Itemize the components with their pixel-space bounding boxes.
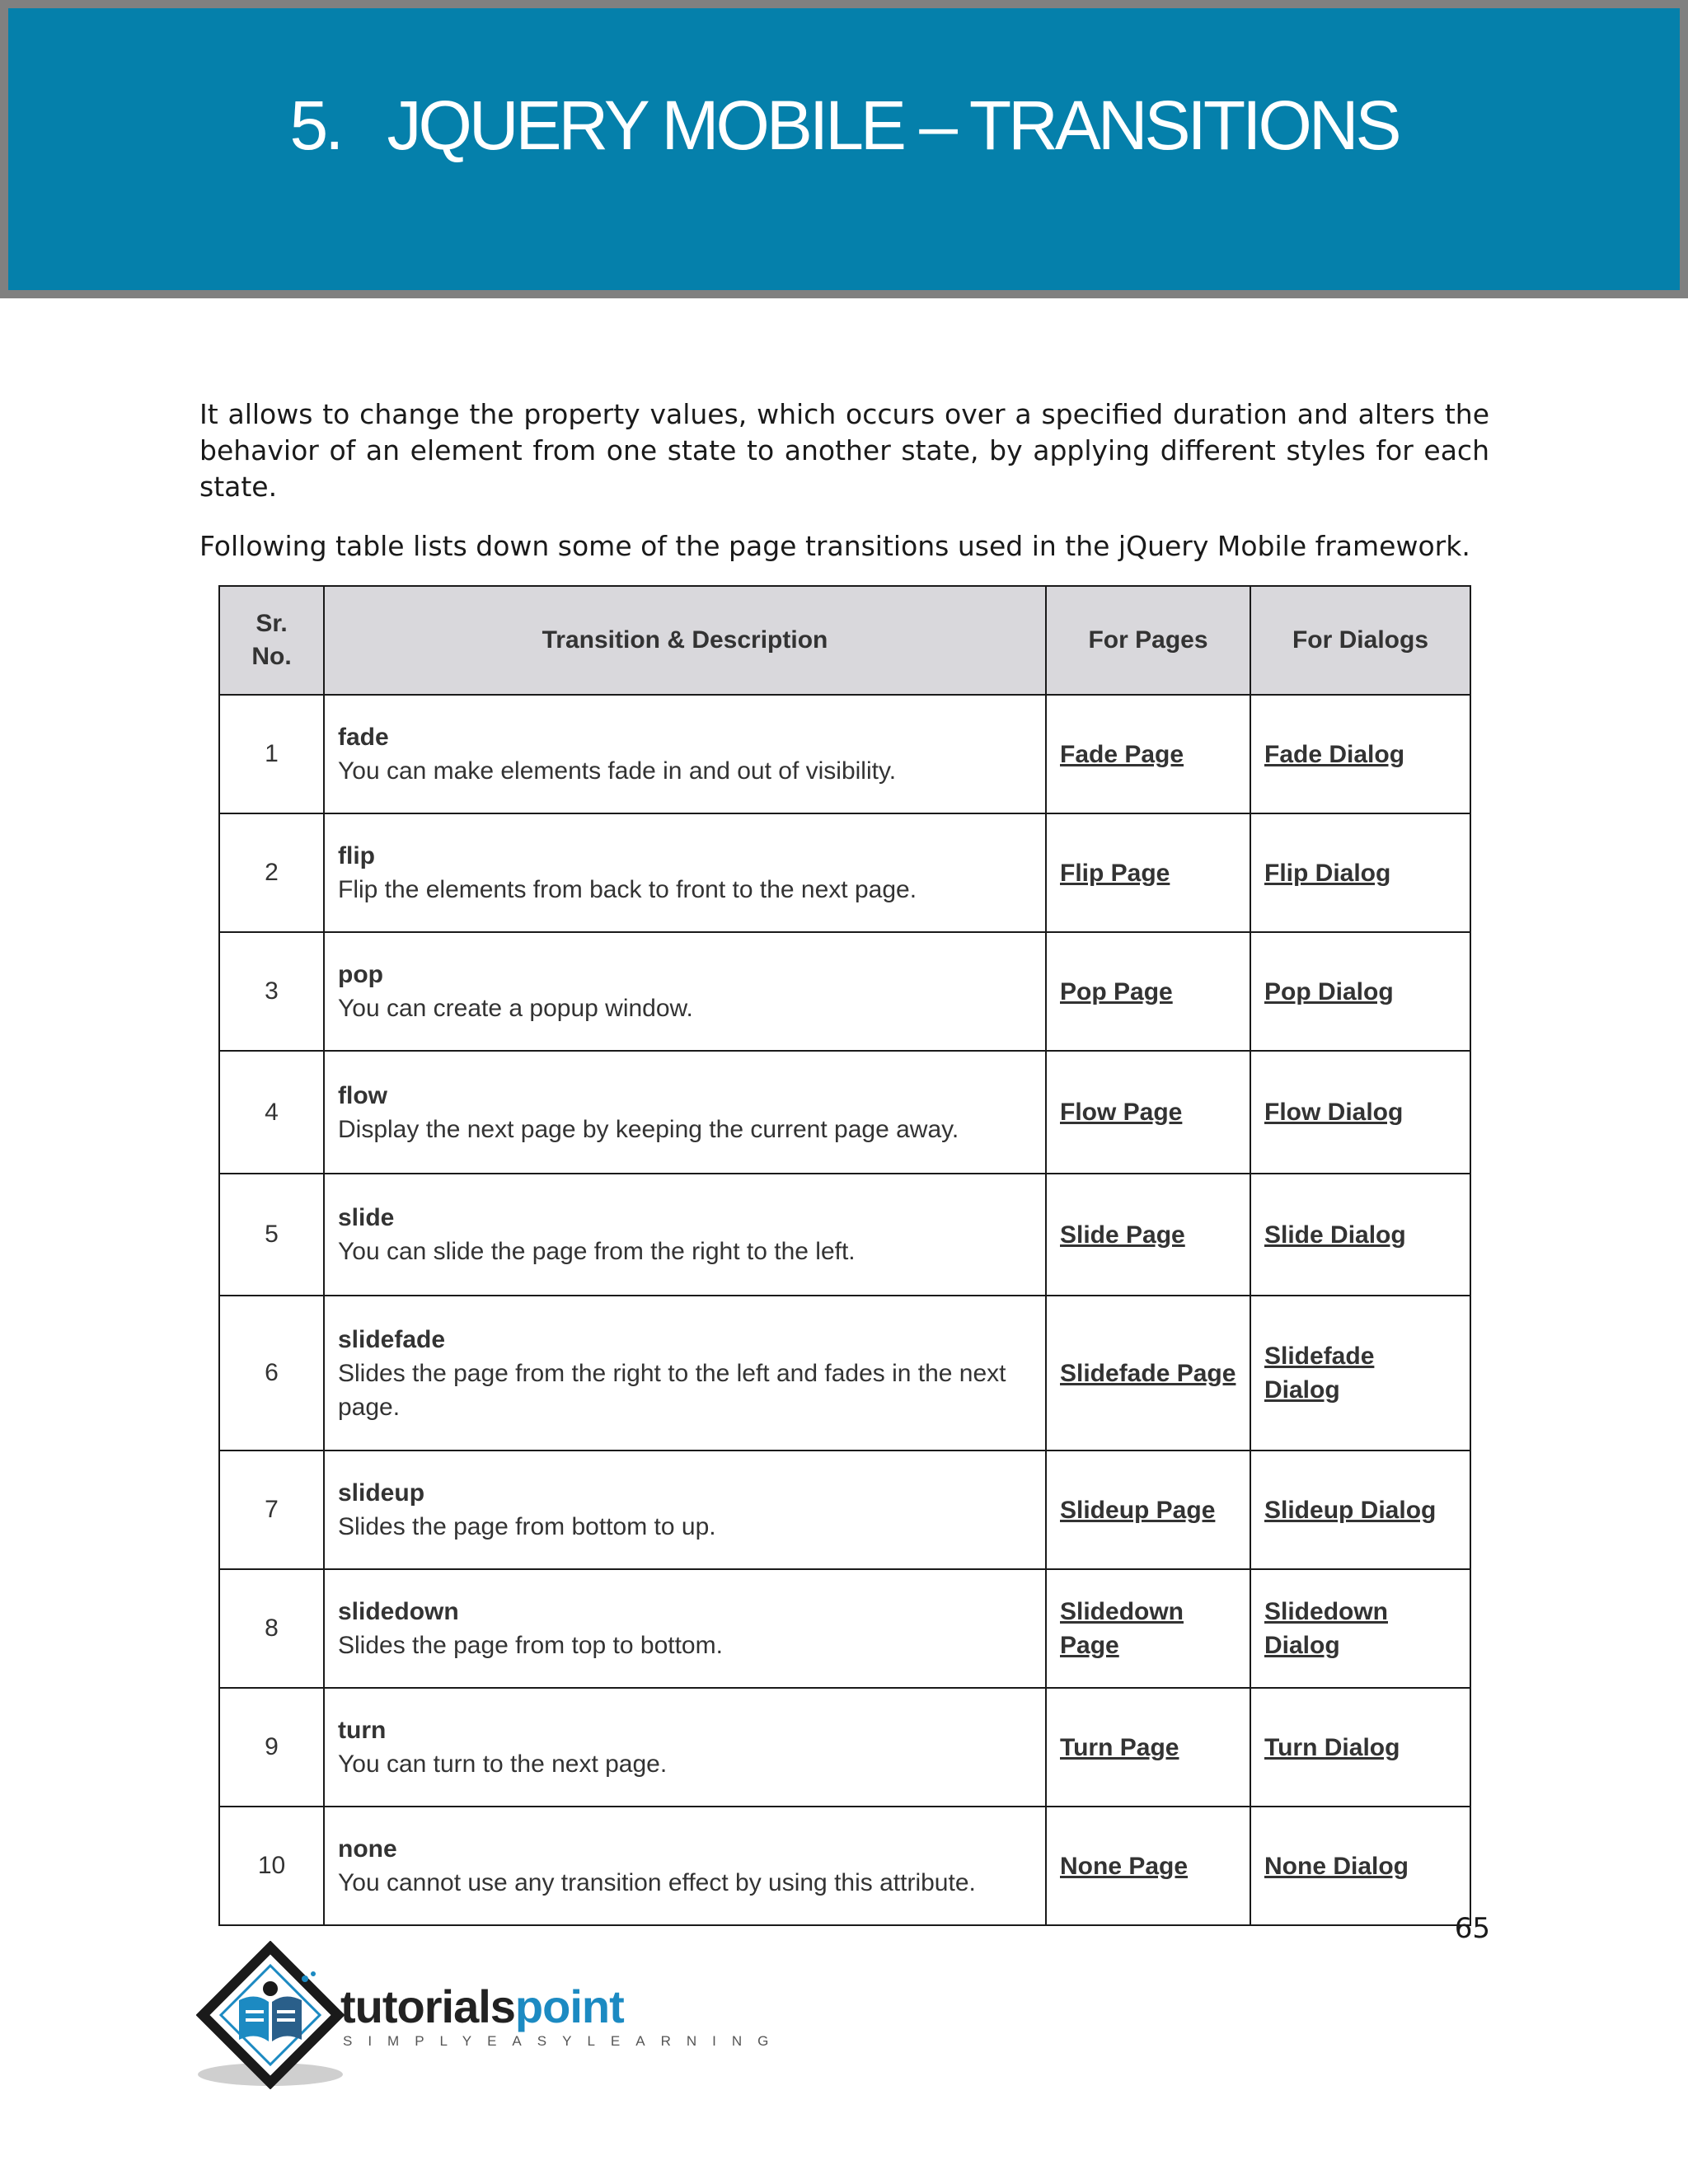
table-row [219,813,1470,932]
row-description-cell [324,1569,1046,1688]
dialog-link-cell [1250,1688,1470,1807]
chapter-number: 5. [289,87,341,164]
transition-name: fade [338,724,389,751]
transition-name: slideup [338,1479,425,1507]
transition-description: Slides the page from top to bottom. [338,1632,723,1659]
dialog-link-cell [1250,1807,1470,1925]
row-number: 10 [219,1807,324,1925]
transition-description: Flip the elements from back to front to the next page. [338,876,917,903]
row-number: 6 [219,1296,324,1451]
table-row [219,1451,1470,1569]
row-description-cell [324,813,1046,932]
row-number: 4 [219,1051,324,1174]
slidedown-dialog-link[interactable]: Slidedown Dialog [1264,1598,1388,1659]
transition-name: slidedown [338,1598,459,1625]
flip-page-link[interactable]: Flip Page [1060,859,1170,887]
transition-description: Slides the page from bottom to up. [338,1513,716,1540]
slideup-dialog-link[interactable]: Slideup Dialog [1264,1496,1437,1524]
table-row [219,1569,1470,1688]
page-number: 65 [1454,1912,1490,1945]
fade-dialog-link[interactable]: Fade Dialog [1264,740,1405,768]
transition-description: You can make elements fade in and out of visibility. [338,757,897,785]
table-row [219,1807,1470,1925]
transition-name: flip [338,842,375,869]
table-row [219,695,1470,813]
intro-paragraph-2: Following table lists down some of the page transitions used in the jQuery Mobile framework. [199,530,1470,562]
flip-dialog-link[interactable]: Flip Dialog [1264,859,1391,887]
row-description-cell [324,1296,1046,1451]
book-diamond-icon [196,1941,345,2089]
transition-description: You can slide the page from the right to the left. [338,1238,856,1265]
transition-name: flow [338,1081,387,1109]
dialog-link-cell [1250,813,1470,932]
row-description-cell [324,1688,1046,1807]
page-link-cell [1046,1451,1250,1569]
page-link-cell [1046,695,1250,813]
row-description-cell [324,932,1046,1051]
transition-name: none [338,1835,397,1863]
header-sr-no-line1: Sr. [256,610,288,637]
transition-name: pop [338,961,383,988]
row-description-cell [324,1807,1046,1925]
tutorialspoint-logo [196,1941,785,2089]
row-description-cell [324,1451,1046,1569]
chapter-title-text: JQUERY MOBILE – TRANSITIONS [387,87,1399,164]
table-row [219,1051,1470,1174]
header-sr-no-line2: No. [251,643,292,670]
slidefade-dialog-link[interactable]: Slidefade Dialog [1264,1343,1375,1404]
none-page-link[interactable]: None Page [1060,1852,1189,1880]
row-number: 3 [219,932,324,1051]
slide-page-link[interactable]: Slide Page [1060,1221,1185,1249]
page-link-cell [1046,813,1250,932]
header-sr-no [219,586,324,695]
logo-word-part1: tutorials [340,1980,515,2032]
slideup-page-link[interactable]: Slideup Page [1060,1496,1216,1524]
page-link-cell [1046,1688,1250,1807]
none-dialog-link[interactable]: None Dialog [1264,1852,1409,1880]
flow-dialog-link[interactable]: Flow Dialog [1264,1099,1404,1126]
transition-description: Display the next page by keeping the current page away. [338,1115,959,1143]
pop-page-link[interactable]: Pop Page [1060,977,1173,1005]
transition-description: You can turn to the next page. [338,1750,668,1778]
transition-description: You cannot use any transition effect by using this attribute. [338,1869,976,1896]
transition-name: slidefade [338,1325,446,1353]
turn-page-link[interactable]: Turn Page [1060,1733,1179,1761]
pop-dialog-link[interactable]: Pop Dialog [1264,977,1394,1005]
row-number: 9 [219,1688,324,1807]
page-link-cell [1046,1296,1250,1451]
page-link-cell [1046,1569,1250,1688]
row-number: 1 [219,695,324,813]
table-header-row [219,586,1470,695]
row-number: 2 [219,813,324,932]
logo-wordmark [340,1980,624,2032]
row-description-cell [324,1051,1046,1174]
row-description-cell [324,1174,1046,1296]
transition-description: Slides the page from the right to the left and fades in the next page. [338,1359,1006,1421]
page-link-cell [1046,932,1250,1051]
slidefade-page-link[interactable]: Slidefade Page [1060,1359,1236,1387]
table-row [219,1688,1470,1807]
transition-name: turn [338,1717,387,1744]
row-number: 7 [219,1451,324,1569]
table-row [219,932,1470,1051]
header-for-dialogs: For Dialogs [1250,586,1470,695]
table-row [219,1296,1470,1451]
dialog-link-cell [1250,932,1470,1051]
dialog-link-cell [1250,1451,1470,1569]
chapter-title [8,87,1680,164]
page-link-cell [1046,1807,1250,1925]
row-description-cell [324,695,1046,813]
transitions-table [218,585,1471,1926]
logo-word-part2: point [514,1980,624,2032]
dialog-link-cell [1250,695,1470,813]
table-row [219,1174,1470,1296]
intro-paragraph: It allows to change the property values, which occurs over a specified duration and alters the behavior of an element from one state to another state, by applying different styles for each state. [199,398,1489,503]
flow-page-link[interactable]: Flow Page [1060,1099,1183,1126]
fade-page-link[interactable]: Fade Page [1060,740,1184,768]
row-number: 8 [219,1569,324,1688]
slide-dialog-link[interactable]: Slide Dialog [1264,1221,1406,1249]
header-for-pages: For Pages [1046,586,1250,695]
turn-dialog-link[interactable]: Turn Dialog [1264,1733,1400,1761]
transition-description: You can create a popup window. [338,995,693,1022]
logo-tagline: SIMPLYEASYLEARNING [343,2033,785,2049]
page-link-cell [1046,1051,1250,1174]
dialog-link-cell [1250,1296,1470,1451]
dialog-link-cell [1250,1051,1470,1174]
slidedown-page-link[interactable]: Slidedown Page [1060,1598,1184,1659]
dialog-link-cell [1250,1569,1470,1688]
page-link-cell [1046,1174,1250,1296]
transition-name: slide [338,1204,395,1231]
row-number: 5 [219,1174,324,1296]
chapter-banner [0,0,1688,298]
dialog-link-cell [1250,1174,1470,1296]
header-description: Transition & Description [324,586,1046,695]
